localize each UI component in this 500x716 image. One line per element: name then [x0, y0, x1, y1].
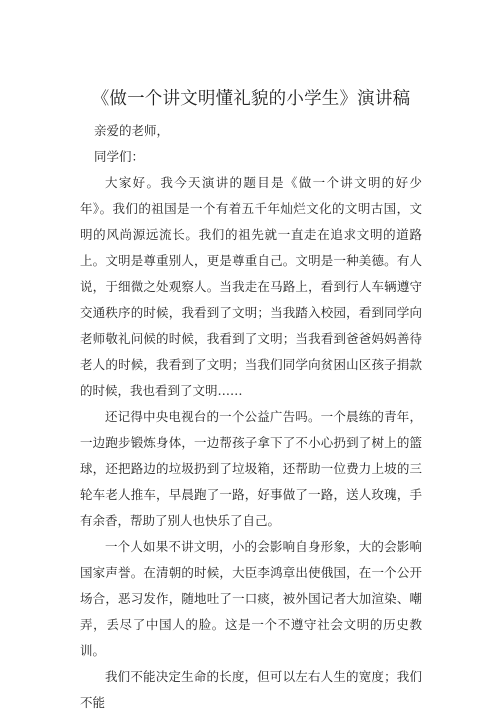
paragraph-3: 一个人如果不讲文明，小的会影响自身形象，大的会影响国家声誉。在清朝的时候，大臣李鸿章出使俄国，在一个公开场合，恶习发作，随地吐了一口痰，被外国记者大加渲染、嘲弄，丢尽了中国人的脸。这是一个不遵守社会文明的历史教训。 [80, 539, 422, 658]
paragraph-4: 我们不能决定生命的长度，但可以左右人生的宽度；我们不能 [80, 669, 422, 710]
paragraph-2: 还记得中央电视台的一个公益广告吗。一个晨练的青年，一边跑步锻炼身体，一边帮孩子拿下了不小心扔到了树上的篮球，还把路边的垃圾扔到了垃圾箱，还帮助一位费力上坡的三轮车老人推车，早晨跑了一路，好事做了一路，送人玫瑰，手有余香，帮助了别人也快乐了自己。 [80, 409, 422, 528]
paragraph-1: 大家好。我今天演讲的题目是《做一个讲文明的好少年》。我们的祖国是一个有着五千年灿烂文化的文明古国，文明的风尚源远流长。我们的祖先就一直走在追求文明的道路上。文明是尊重别人，更是尊重自己。文明是一种美德。有人说，于细微之处观察人。当我走在马路上，看到行人车辆遵守交通秩序的时候，我看到了文明；当我踏入校园，看到同学向老师敬礼问候的时候，我看到了文明；当我看到爸爸妈妈善待老人的时候，我看到了文明；当我们同学向贫困山区孩子捐款的时候，我也看到了文明…… [80, 175, 422, 398]
greeting-teachers: 亲爱的老师， [94, 123, 170, 138]
greeting-students: 同学们： [94, 149, 145, 164]
document-title: 《做一个讲文明懂礼貌的小学生》演讲稿 [91, 89, 411, 109]
